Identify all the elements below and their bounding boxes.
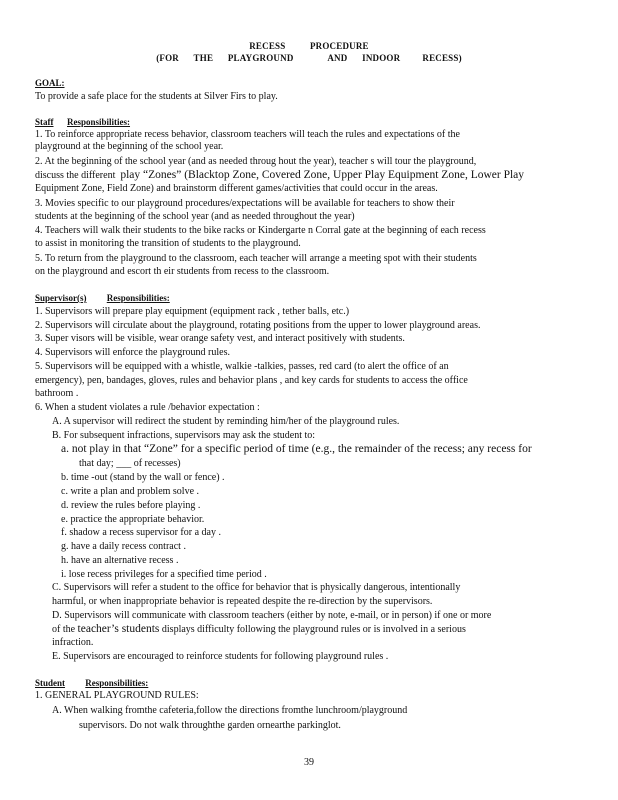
staff-line: on the playground and escort th eir students from recess to the classroom. [35, 266, 330, 277]
teachers-students-text: teacher’s students [77, 623, 160, 635]
title-line-2: (FOR THE PLAYGROUND AND INDOOR RECESS) [156, 53, 462, 63]
staff-line: 2. At the beginning of the school year (and as needed throug hout the year), teacher s will tour the playground, [35, 156, 477, 167]
staff-line: playground at the beginning of the school year. [35, 141, 224, 152]
staff-line: 5. To return from the playground to the classroom, each teacher will arrange a meeting spot with their students [35, 253, 477, 264]
staff-line: discuss the different play “Zones” (Blacktop Zone, Covered Zone, Upper Play Equipment Zone, Lower Play [35, 169, 525, 181]
staff-line: 4. Teachers will walk their students to the bike racks or Kindergarte n Corral gate at the beginning of each recess [35, 225, 486, 236]
supervisor-line: 2. Supervisors will circulate about the playground, rotating positions from the upper to lower playground areas. [35, 320, 481, 331]
consequence-item: f. shadow a recess supervisor for a day . [61, 527, 221, 538]
supervisor-line: bathroom . [35, 388, 79, 399]
staff-heading: Staff Responsibilities: [35, 117, 131, 127]
zones-list: play “Zones” (Blacktop Zone, Covered Zone, Upper Play Equipment Zone, Lower Play [120, 169, 525, 181]
title-line-1: RECESS PROCEDURE [249, 41, 369, 51]
supervisor-sub-item: infraction. [52, 637, 94, 648]
student-rule-a-cont: supervisors. Do not walk throughthe garden ornearthe parkinglot. [79, 720, 341, 731]
consequence-item: i. lose recess privileges for a specified time period . [61, 569, 267, 580]
supervisor-line: 6. When a student violates a rule /behavior expectation : [35, 402, 260, 413]
supervisors-heading: Supervisor(s) Responsibilities: [35, 293, 170, 303]
supervisor-sub-item: B. For subsequent infractions, supervisors may ask the student to: [52, 430, 316, 441]
consequence-item: c. write a plan and problem solve . [61, 486, 200, 497]
staff-line: to assist in monitoring the transition of students to the playground. [35, 238, 301, 249]
consequence-a: a. not play in that “Zone” for a specific period of time (e.g., the remainder of the recess; any recess for [61, 443, 532, 455]
student-rules-heading: 1. GENERAL PLAYGROUND RULES: [35, 690, 199, 701]
supervisor-line: 3. Super visors will be visible, wear orange safety vest, and interact positively with students. [35, 333, 405, 344]
staff-line: Equipment Zone, Field Zone) and brainstorm different games/activities that could occur in the areas. [35, 183, 438, 194]
supervisor-sub-item: harmful, or when inappropriate behavior is repeated despite the re-direction by the supervisors. [52, 596, 433, 607]
supervisor-sub-item: E. Supervisors are encouraged to reinforce students for following playground rules . [52, 651, 389, 662]
staff-line: 3. Movies specific to our playground procedures/expectations will be available for teachers to show their [35, 198, 455, 209]
consequence-item: d. review the rules before playing . [61, 500, 201, 511]
consequence-item: b. time -out (stand by the wall or fence) . [61, 472, 225, 483]
student-heading: Student Responsibilities: [35, 678, 149, 688]
staff-line: 1. To reinforce appropriate recess behavior, classroom teachers will teach the rules and expectations of the [35, 129, 460, 140]
page-number: 39 [304, 757, 314, 768]
supervisor-line: 1. Supervisors will prepare play equipment (equipment rack , tether balls, etc.) [35, 306, 350, 317]
supervisor-sub-item: C. Supervisors will refer a student to the office for behavior that is physically dangerous, intentionally [52, 582, 461, 593]
consequence-item: h. have an alternative recess . [61, 555, 179, 566]
supervisor-sub-item: D. Supervisors will communicate with classroom teachers (either by note, e-mail, or in person) if one or more [52, 610, 492, 621]
supervisor-sub-item: of the teacher’s students displays difficulty following the playground rules or is involved in a serious [52, 623, 466, 635]
goal-heading: GOAL: [35, 78, 65, 88]
supervisor-sub-item: A. A supervisor will redirect the student by reminding him/her of the playground rules. [52, 416, 400, 427]
consequence-item: e. practice the appropriate behavior. [61, 514, 205, 525]
staff-line: students at the beginning of the school year (and as needed throughout the year) [35, 211, 355, 222]
goal-text: To provide a safe place for the students at Silver Firs to play. [35, 91, 278, 102]
consequence-a-cont: that day; ___ of recesses) [79, 458, 181, 469]
supervisor-line: emergency), pen, bandages, gloves, rules and behavior plans , and key cards for students to access the office [35, 375, 468, 386]
consequence-item: g. have a daily recess contract . [61, 541, 186, 552]
supervisor-line: 4. Supervisors will enforce the playground rules. [35, 347, 230, 358]
student-rule-a: A. When walking fromthe cafeteria,follow the directions fromthe lunchroom/playground [52, 705, 408, 716]
supervisor-line: 5. Supervisors will be equipped with a whistle, walkie -talkies, passes, red card (to alert the office of an [35, 361, 449, 372]
